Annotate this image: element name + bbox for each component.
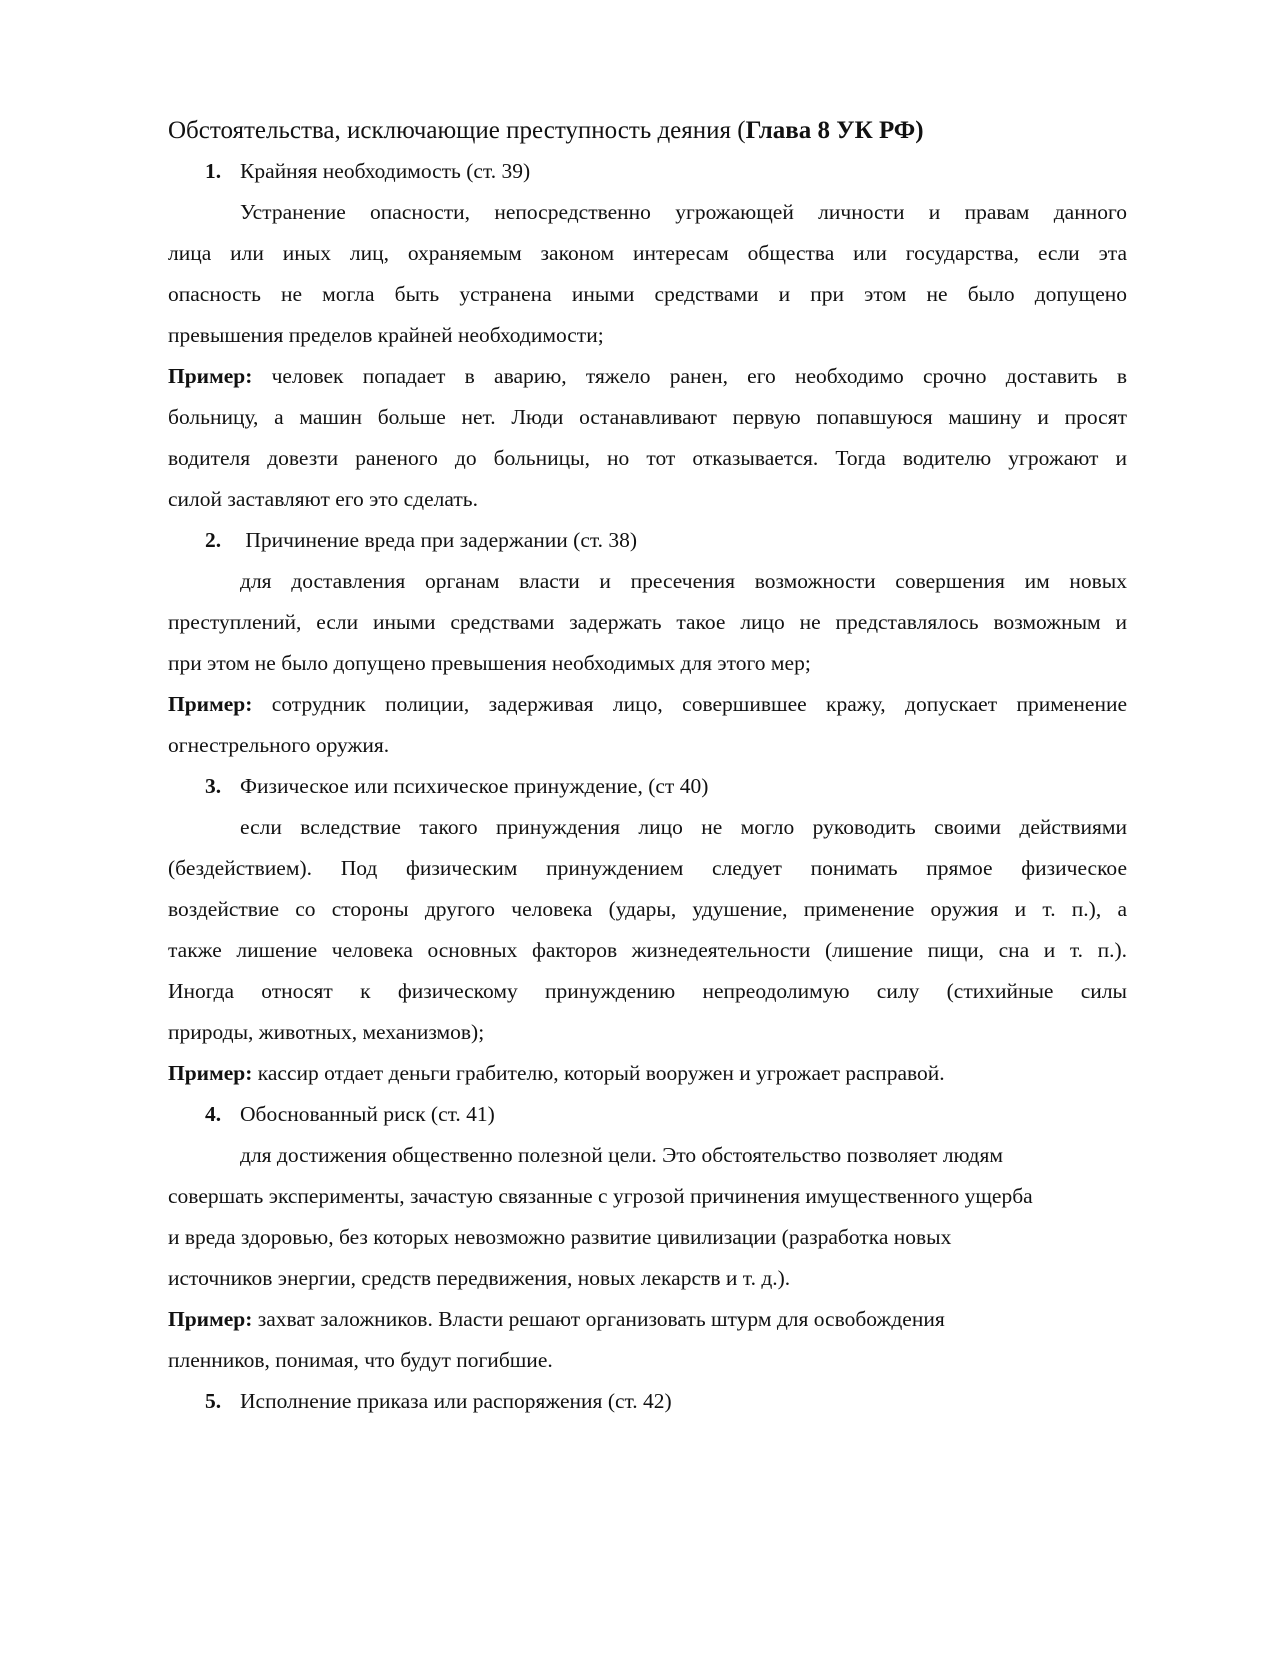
section-1 — [168, 151, 1127, 520]
example-text: огнестрельного оружия. — [168, 733, 390, 757]
section-2 — [168, 520, 1127, 766]
section-number: 3. — [205, 774, 222, 798]
example-label: Пример: — [168, 364, 253, 388]
description-line: превышения пределов крайней необходимости; — [168, 323, 604, 347]
example-text: кассир отдает деньги грабителю, который вооружен и угрожает расправой. — [257, 1061, 945, 1085]
description-line: воздействие со стороны другого человека (удары, удушение, применение оружия и т. п.), а — [168, 897, 1127, 921]
section-heading-text: Причинение вреда при задержании (ст. 38) — [240, 528, 638, 552]
section-heading — [168, 520, 1127, 561]
section-number: 1. — [205, 159, 222, 183]
section-heading — [168, 766, 1127, 807]
example-line — [168, 479, 1127, 520]
example-line — [168, 1053, 1127, 1094]
example-text: водителя довезти раненого до больницы, но тот отказывается. Тогда водителю угрожают и — [168, 446, 1127, 470]
description-line: источников энергии, средств передвижения, новых лекарств и т. д.). — [168, 1266, 791, 1290]
example-line — [168, 356, 1127, 397]
section-heading-text: Физическое или психическое принуждение, (ст 40) — [240, 774, 709, 798]
description-line: Иногда относят к физическому принуждению непреодолимую силу (стихийные силы — [168, 979, 1127, 1003]
example-label: Пример: — [168, 1061, 253, 1085]
document-page — [168, 110, 1127, 1422]
example-label: Пример: — [168, 692, 253, 716]
example-line — [168, 1340, 1127, 1381]
description-line: и вреда здоровью, без которых невозможно развитие цивилизации (разработка новых — [168, 1225, 952, 1249]
description-line: Устранение опасности, непосредственно угрожающей личности и правам данного — [240, 200, 1127, 224]
description-line: природы, животных, механизмов); — [168, 1020, 485, 1044]
section-4 — [168, 1094, 1127, 1381]
title-text: Обстоятельства, исключающие преступность деяния ( — [168, 117, 746, 144]
description-line: опасность не могла быть устранена иными средствами и при этом не было допущено — [168, 282, 1127, 306]
section-number: 2. — [205, 528, 222, 552]
section-3 — [168, 766, 1127, 1094]
section-heading — [168, 1094, 1127, 1135]
description-line: если вследствие такого принуждения лицо не могло руководить своими действиями — [240, 815, 1127, 839]
example-text: больницу, а машин больше нет. Люди останавливают первую попавшуюся машину и просят — [168, 405, 1127, 429]
section-heading-text: Обоснованный риск (ст. 41) — [240, 1102, 495, 1126]
description-line: для доставления органам власти и пресечения возможности совершения им новых — [240, 569, 1127, 593]
example-text: силой заставляют его это сделать. — [168, 487, 478, 511]
section-heading-text: Исполнение приказа или распоряжения (ст. 42) — [240, 1389, 672, 1413]
description-line: для достижения общественно полезной цели. Это обстоятельство позволяет людям — [240, 1143, 1003, 1167]
description-line: преступлений, если иными средствами задержать такое лицо не представлялось возможным и — [168, 610, 1127, 634]
example-text: человек попадает в аварию, тяжело ранен, его необходимо срочно доставить в — [271, 364, 1127, 388]
example-line — [168, 725, 1127, 766]
section-number: 5. — [205, 1389, 222, 1413]
example-text: сотрудник полиции, задерживая лицо, совершившее кражу, допускает применение — [271, 692, 1127, 716]
description-line: при этом не было допущено превышения необходимых для этого мер; — [168, 651, 811, 675]
section-heading-text: Крайняя необходимость (ст. 39) — [240, 159, 531, 183]
example-line — [168, 397, 1127, 438]
title-chapter: Глава 8 УК РФ) — [745, 117, 924, 144]
example-text: пленников, понимая, что будут погибшие. — [168, 1348, 553, 1372]
section-heading — [168, 1381, 1127, 1422]
description-line: лица или иных лиц, охраняемым законом интересам общества или государства, если эта — [168, 241, 1127, 265]
example-line — [168, 1299, 1127, 1340]
section-number: 4. — [205, 1102, 222, 1126]
example-label: Пример: — [168, 1307, 253, 1331]
example-line — [168, 438, 1127, 479]
description-line: также лишение человека основных факторов жизнедеятельности (лишение пищи, сна и т. п.). — [168, 938, 1127, 962]
section-5 — [168, 1381, 1127, 1422]
description-line: (бездействием). Под физическим принуждением следует понимать прямое физическое — [168, 856, 1127, 880]
section-heading — [168, 151, 1127, 192]
document-title — [168, 110, 1127, 151]
example-text: захват заложников. Власти решают организовать штурм для освобождения — [257, 1307, 945, 1331]
example-line — [168, 684, 1127, 725]
description-line: совершать эксперименты, зачастую связанные с угрозой причинения имущественного ущерба — [168, 1184, 1033, 1208]
